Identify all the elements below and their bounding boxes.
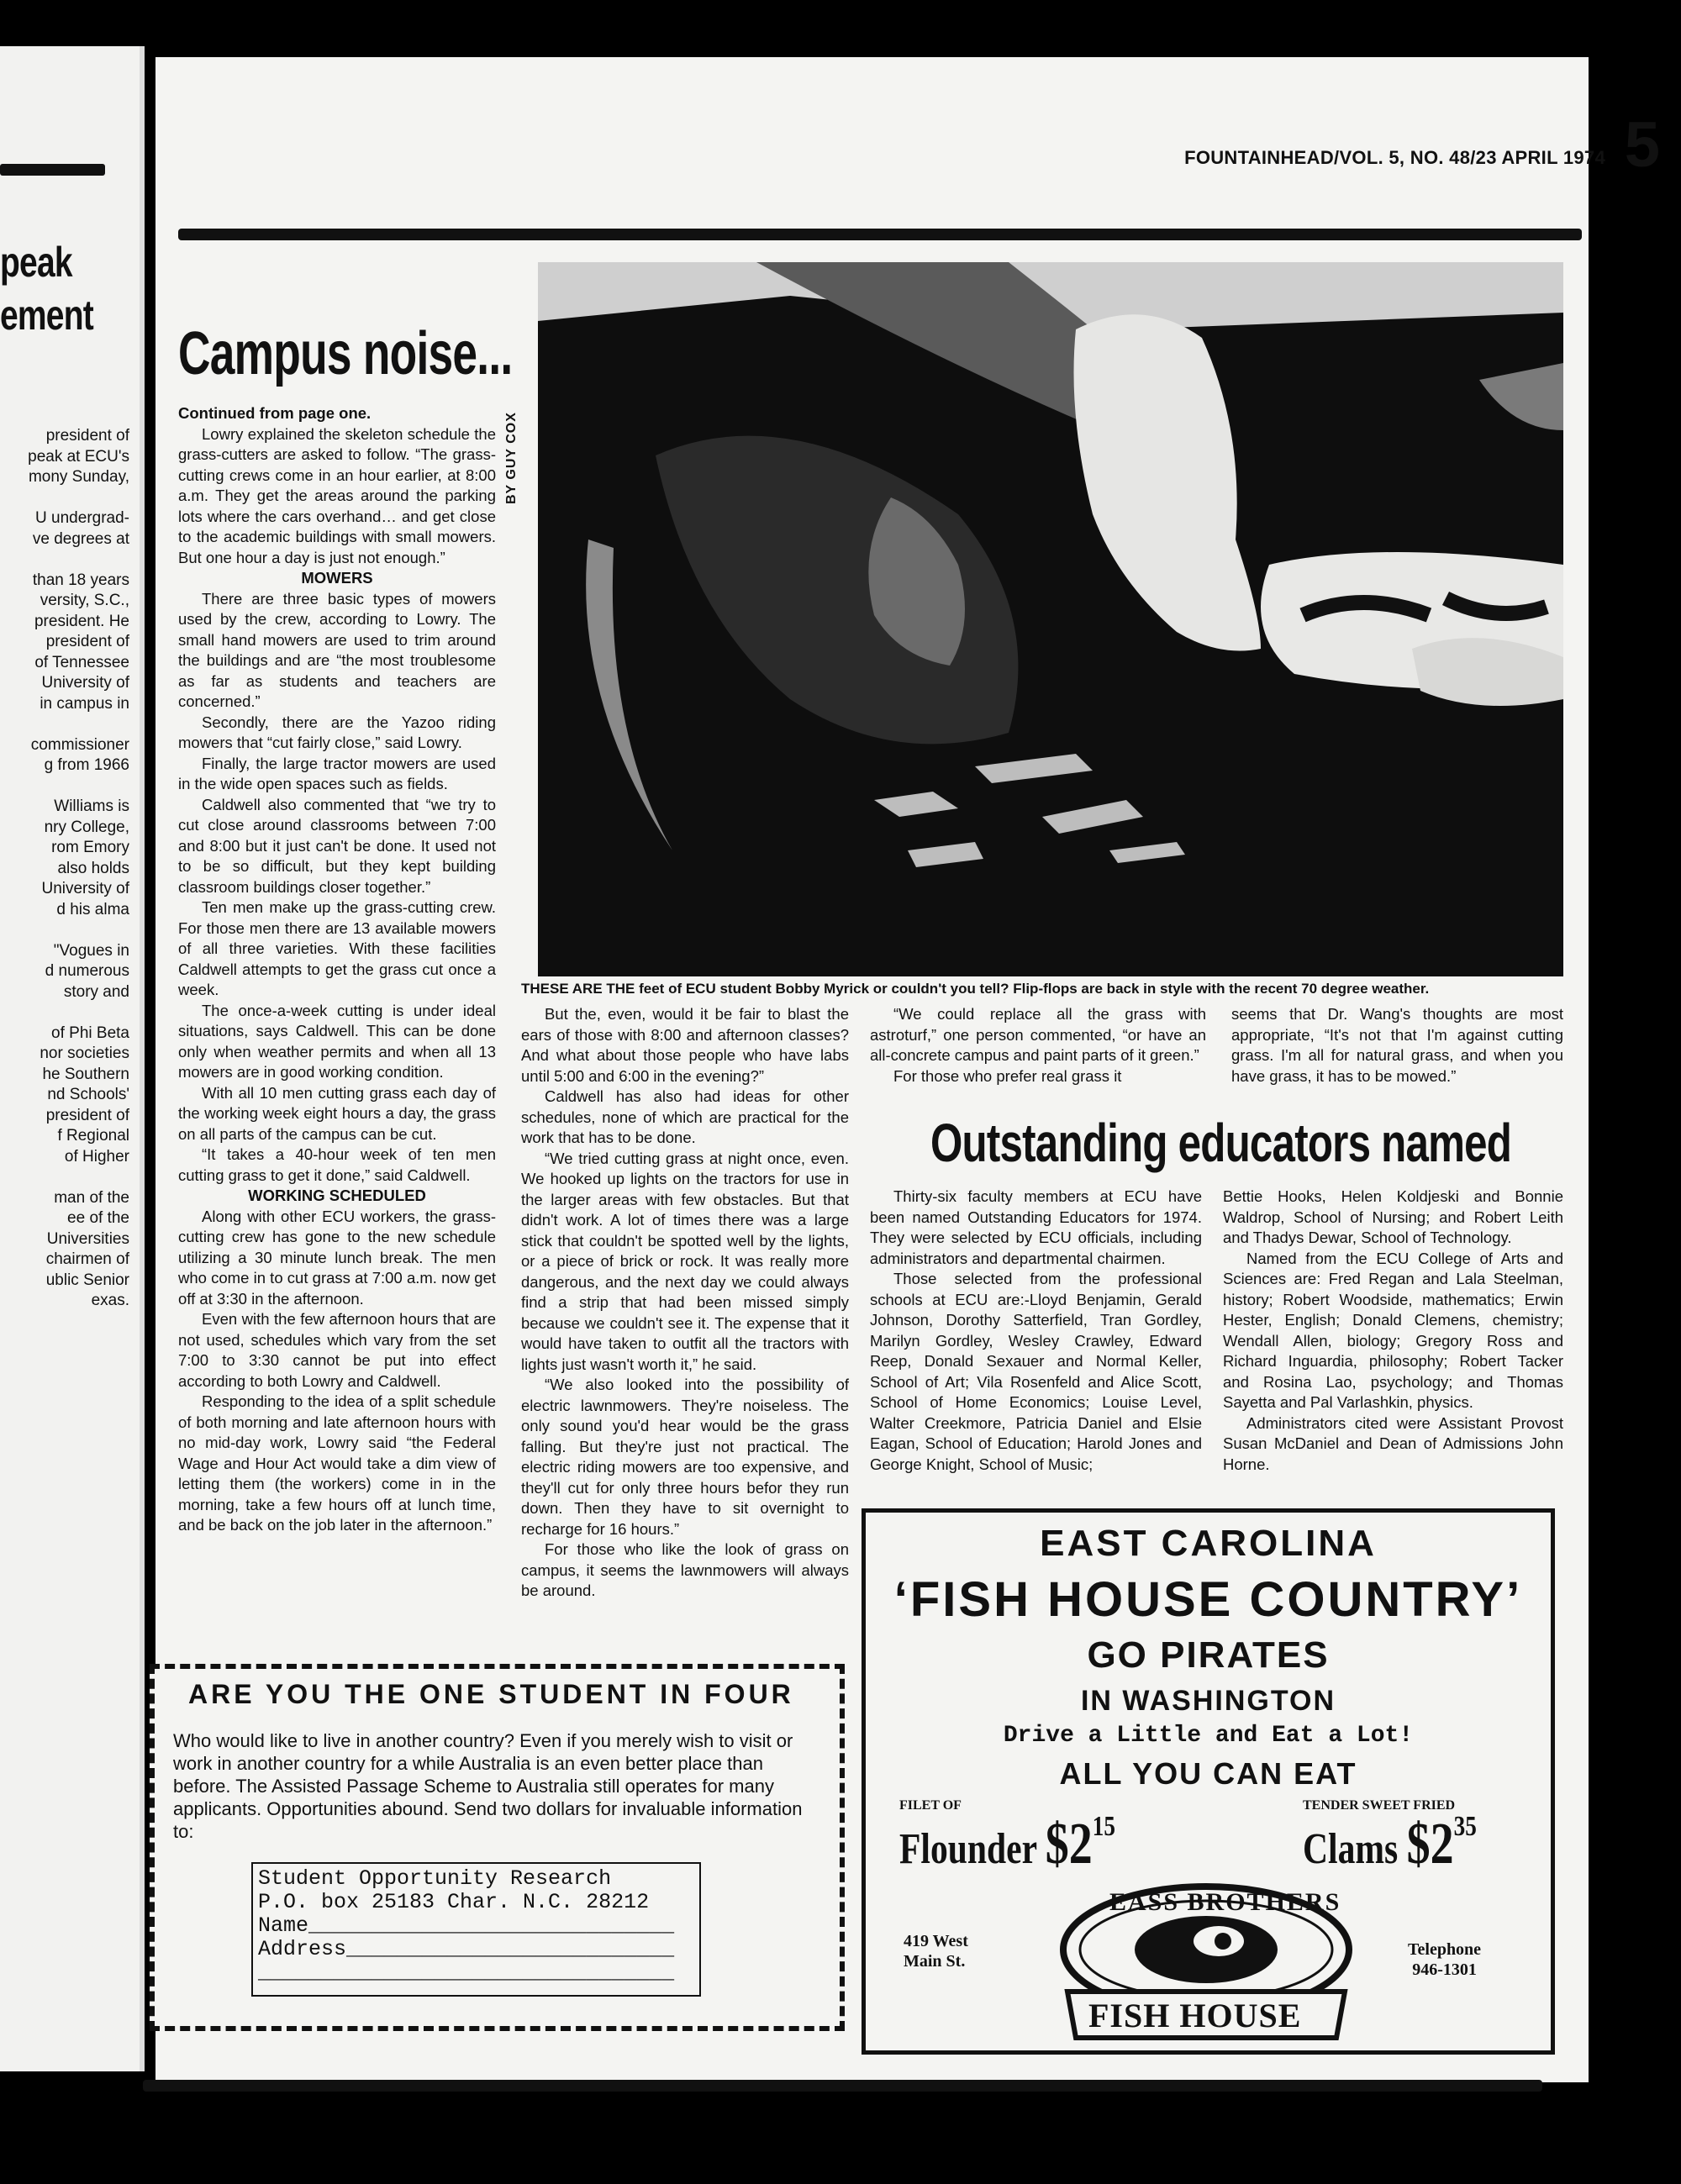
logo-brothers: EASS BROTHERS xyxy=(1109,1888,1341,1916)
phone-label: Telephone xyxy=(1408,1940,1482,1959)
adjacent-text-line: ee of the xyxy=(67,1209,129,1227)
photo-credit: BY GUY COX xyxy=(504,412,519,504)
phone-number: 946-1301 xyxy=(1412,1960,1477,1979)
adjacent-headline-line-2: ement xyxy=(0,292,93,339)
page-number: 5 xyxy=(1624,109,1660,181)
paragraph: Responding to the idea of a split schedule of both morning and late afternoon hours with no mid-day work, Lowry said “the Federal Wage and Hour Act would take a dim view of letting them (the workers) come in in the morning, take a few hours off at lunch time, and be back on the job later in the afternoon.” xyxy=(178,1392,496,1534)
adjacent-text-line: of Phi Beta xyxy=(51,1024,129,1042)
adjacent-text-line: president. He xyxy=(34,612,129,630)
paragraph: “We could replace all the grass with astroturf,” one person commented, “or have an all-concrete campus and paint parts of it green.” xyxy=(870,1005,1206,1064)
paragraph: Ten men make up the grass-cutting crew. For those men there are 13 available mowers of all three varieties. With these facilities Caldwell attempts to get the grass cut once a week. xyxy=(178,898,496,998)
flounder-item xyxy=(899,1811,1115,1878)
campus-noise-column-4 xyxy=(1231,1004,1563,1087)
adjacent-text-line: mony Sunday, xyxy=(28,468,129,486)
bottom-rule xyxy=(143,2080,1542,2092)
clams-price: $2 xyxy=(1406,1812,1454,1876)
adjacent-text-line: of Tennessee xyxy=(34,653,129,671)
paragraph: Administrators cited were Assistant Provost Susan McDaniel and Dean of Admissions John Horne. xyxy=(1223,1413,1563,1473)
paragraph: For those who like the look of grass on campus, it seems the lawnmowers will always be around. xyxy=(521,1540,849,1599)
adjacent-text-line: Williams is xyxy=(54,797,129,815)
adjacent-text-line: nor societies xyxy=(40,1045,129,1062)
ad-line-slogan: Drive a Little and Eat a Lot! xyxy=(1003,1723,1414,1749)
adjacent-text-line: chairmen of xyxy=(45,1250,129,1268)
adjacent-text-line: president of xyxy=(45,427,129,445)
paragraph: Lowry explained the skeleton schedule the grass-cutters are asked to follow. “The grass-cutting crews come in an hour earlier, at 8:00 a.m. They get the areas around the parking lots where the cars overhand… and get close to the academic buildings with small mowers. But one hour a day is just not enough.” xyxy=(178,424,496,566)
ad-line-fish-house-country: ‘FISH HOUSE COUNTRY’ xyxy=(893,1572,1523,1627)
campus-noise-column-2 xyxy=(521,1004,849,1602)
adjacent-text-line: peak at ECU's xyxy=(28,447,129,466)
flounder-name: Flounder xyxy=(899,1825,1037,1873)
adjacent-text-line: ublic Senior xyxy=(45,1271,129,1289)
student-opportunity-ad xyxy=(150,1664,845,2031)
adjacent-text-line: f Regional xyxy=(57,1127,129,1145)
paragraph: The once-a-week cutting is under ideal situations, says Caldwell. This can be done only when weather permits and when all 13 mowers are in good working condition. xyxy=(178,1001,496,1081)
paragraph: With all 10 men cutting grass each day of the working week eight hours a day, the grass on all parts of the campus can be cut. xyxy=(178,1083,496,1143)
paragraph: Thirty-six faculty members at ECU have been named Outstanding Educators for 1974. They were selected by ECU officials, including administrators and departmental chairmen. xyxy=(870,1187,1202,1267)
adjacent-text-line: man of the xyxy=(54,1188,129,1207)
ad-line-all-you-can-eat: ALL YOU CAN EAT xyxy=(1059,1756,1357,1791)
address-street: 419 West xyxy=(904,1932,968,1950)
adjacent-text-line: also holds xyxy=(57,859,129,877)
paragraph: Along with other ECU workers, the grass-cutting crew has gone to the new schedule utilizing a 30 minute lunch break. The men who come in to cut grass at 7:00 a.m. now get off at 3:30 in the afternoon. xyxy=(178,1207,496,1308)
adjacent-page-fragment xyxy=(0,46,145,2071)
adjacent-text-line: commissioner xyxy=(30,735,129,754)
clams-name: Clams xyxy=(1303,1825,1399,1873)
paragraph: Caldwell also commented that “we try to cut close around classrooms between 7:00 and 8:00 but it just can't be done. It used not to be so difficult, but they kept building classroom buildings closer together.” xyxy=(178,795,496,896)
ad-line-east-carolina: EAST CAROLINA xyxy=(1040,1523,1377,1564)
paragraph: For those who prefer real grass it xyxy=(893,1066,1122,1085)
adjacent-headline-line-1: peak xyxy=(0,239,72,286)
campus-noise-headline: Campus noise... xyxy=(178,320,513,387)
clams-label: TENDER SWEET FRIED xyxy=(1303,1798,1456,1813)
paragraph: seems that Dr. Wang's thoughts are most appropriate, “It's not that I'm against cutting grass. I'm all for natural grass, and when you have grass, it has to be mowed.” xyxy=(1231,1005,1563,1085)
adjacent-text-line: University of xyxy=(41,674,129,692)
clams-cents: 35 xyxy=(1453,1811,1477,1842)
ad-line-go-pirates: GO PIRATES xyxy=(1087,1634,1330,1676)
feet-photo xyxy=(538,262,1563,976)
flounder-label: FILET OF xyxy=(899,1798,962,1813)
subheading: MOWERS xyxy=(301,569,373,587)
adjacent-text-line: than 18 years xyxy=(32,571,129,589)
photo-caption: THESE ARE THE feet of ECU student Bobby Myrick or couldn't you tell? Flip-flops are back in style with the recent 70 degree weather. xyxy=(521,981,1430,997)
form-line-address: P.O. box 25183 Char. N.C. 28212 xyxy=(258,1890,650,1914)
adjacent-text-line: g from 1966 xyxy=(44,756,129,774)
form-line-blank: _________________________________ xyxy=(258,1960,675,1985)
paragraph: Finally, the large tractor mowers are used in the wide open spaces such as fields. xyxy=(178,754,496,792)
adjacent-text-line: d his alma xyxy=(56,900,129,918)
adjacent-text-line: president of xyxy=(45,633,129,650)
paragraph: “It takes a 40-hour week of ten men cutting grass to get it done,” said Caldwell. xyxy=(178,1145,496,1184)
page-edge xyxy=(140,46,145,2071)
ad-body: Who would like to live in another country? Even if you merely wish to visit or work in another country for a while Australia is an even better place than before. The Assisted Passage Scheme to Australia still operates for many applicants. Opportunities abound. Send two dollars for invaluable information to: xyxy=(173,1730,803,1842)
section-rule xyxy=(0,164,105,176)
paragraph: There are three basic types of mowers used by the crew, according to Lowry. The small hand mowers are used to trim around the buildings and are “the most troublesome as far as students and teachers are concerned.” xyxy=(178,589,496,710)
flounder-cents: 15 xyxy=(1092,1811,1115,1842)
clams-item xyxy=(1303,1811,1477,1878)
paragraph: Caldwell has also had ideas for other schedules, none of which are practical for the work that has to be done. xyxy=(521,1087,849,1146)
adjacent-text-line: ve degrees at xyxy=(32,529,129,548)
adjacent-text-line: he Southern xyxy=(42,1065,129,1083)
campus-noise-column-3 xyxy=(870,1004,1206,1087)
mail-in-form xyxy=(251,1862,701,1997)
adjacent-text-line: president of xyxy=(45,1106,129,1124)
paragraph: Bettie Hooks, Helen Koldjeski and Bonnie Waldrop, School of Nursing; and Robert Leith and Thadys Dewar, School of Technology. xyxy=(1223,1187,1563,1246)
educators-column-2 xyxy=(1223,1187,1563,1475)
paragraph: Even with the few afternoon hours that are not used, schedules which vary from the set 7:00 to 3:30 cannot be put into effect according to both Lowry and Caldwell. xyxy=(178,1310,496,1390)
photo-illustration xyxy=(538,262,1563,976)
paragraph: But the, even, would it be fair to blast the ears of those with 8:00 and afternoon classes? And what about those people who have labs until 5:00 and 6:00 in the evening?” xyxy=(521,1005,849,1085)
form-line-name: Name_____________________________ xyxy=(258,1913,675,1938)
paragraph: Named from the ECU College of Arts and Sciences are: Fred Regan and Lala Steelman, history; Robert Woodside, mathematics; Erwin Hester, English; Donald Clemens, chemistry; Wendall Allen, biology; Gregory Ross and Richard Inguardia, philosophy; Robert Tacker and Rosina Lao, psychology; and Thomas Sayetta and Pal Varlashkin, physics. xyxy=(1223,1249,1563,1411)
campus-noise-column-1 xyxy=(178,403,496,1536)
ad-phone xyxy=(1408,1939,1481,1980)
adjacent-text-line: University of xyxy=(41,880,129,897)
adjacent-text-line: in campus in xyxy=(40,694,129,713)
adjacent-text-line: Universities xyxy=(46,1229,129,1248)
address-main: Main St. xyxy=(904,1952,966,1971)
subheading: WORKING SCHEDULED xyxy=(248,1187,426,1204)
ad-address xyxy=(904,1931,968,1971)
fish-house-ad xyxy=(862,1508,1555,2055)
adjacent-text-line: nd Schools' xyxy=(47,1086,129,1103)
adjacent-text-line: rom Emory xyxy=(51,839,129,856)
educators-column-1 xyxy=(870,1187,1202,1475)
masthead: FOUNTAINHEAD/VOL. 5, NO. 48/23 APRIL 1974 xyxy=(1184,147,1605,168)
adjacent-text-line: story and xyxy=(63,982,129,1001)
adjacent-text-line: versity, S.C., xyxy=(40,592,129,609)
top-rule xyxy=(178,229,1582,240)
logo-fish-house: FISH HOUSE xyxy=(1088,1997,1302,2034)
form-line-address-field: Address__________________________ xyxy=(258,1937,675,1961)
ad-line-in-washington: IN WASHINGTON xyxy=(1080,1685,1336,1717)
paragraph: “We tried cutting grass at night once, even. We hooked up lights on the tractors for use in the larger areas with few obstacles. But that didn't work. A lot of times there was a large stick that couldn't be spotted well by the lights, or a piece of brick or rock. It was really more dangerous, and the next day we could always find a strip that had been missed simply because we couldn't see it. The expense that it would have taken to outfit all the tractors with lights just wasn't worth it,” he said. xyxy=(521,1149,849,1373)
paragraph: Secondly, there are the Yazoo riding mowers that “cut fairly close,” said Lowry. xyxy=(178,713,496,751)
flounder-price: $2 xyxy=(1045,1812,1093,1876)
paragraph: “We also looked into the possibility of electric lawnmowers. They're noiseless. The only sound you'd hear would be the grass falling. But they're just not practical. The electric riding mowers are too expensive, and they'll cut for only three hours befor they run down. Then they have to sit overnight to recharge for 16 hours.” xyxy=(521,1376,849,1538)
continued-note: Continued from page one. xyxy=(178,404,372,422)
adjacent-text-line: d numerous xyxy=(45,962,129,980)
paragraph: Those selected from the professional schools at ECU are:-Lloyd Benjamin, Gerald Johnson, Dorothy Satterfield, Tran Gordley, Marilyn Gordley, Wesley Crawley, Edward Reep, Donald Sexauer and Normal Keller, School of Art; Vila Rosenfeld and Alice Scott, School of Home Economics; Louise Level, Walter Creekmore, Patricia Daniel and Elsie Eagan, School of Education; Harold Jones and George Knight, School of Music; xyxy=(870,1270,1202,1473)
adjacent-text-line: nry College, xyxy=(44,818,129,836)
ad-title: ARE YOU THE ONE STUDENT IN FOUR xyxy=(188,1679,794,1709)
educators-headline: Outstanding educators named xyxy=(930,1113,1512,1173)
form-line-org: Student Opportunity Research xyxy=(258,1866,612,1891)
adjacent-text-line: of Higher xyxy=(64,1147,129,1166)
adjacent-text-line: "Vogues in xyxy=(53,941,129,960)
adjacent-text-line: U undergrad- xyxy=(35,509,129,527)
adjacent-text-line: exas. xyxy=(91,1292,129,1309)
